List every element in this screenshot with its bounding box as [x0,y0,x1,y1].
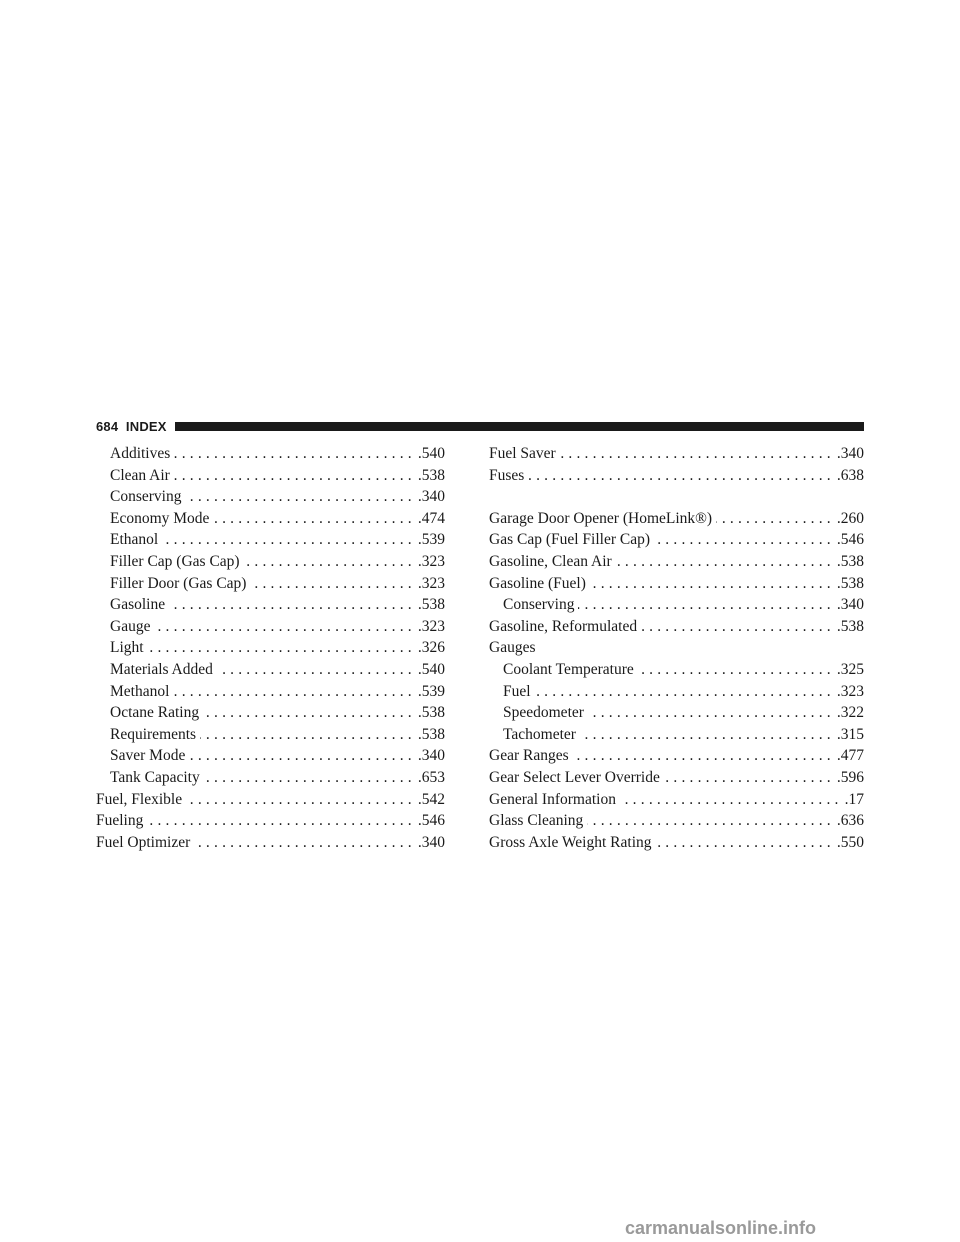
dot-leader [664,767,835,789]
dot-leader [194,832,416,854]
index-entry [96,637,445,659]
index-entry-label: Glass Cleaning [489,812,584,830]
index-entry-page: .538 [836,574,864,592]
dot-leader [173,681,415,703]
index-entry-page: .538 [417,596,445,614]
index-entry-page: .325 [836,660,864,678]
dot-leader [154,616,415,638]
index-spacer [489,486,864,508]
index-heading [489,637,864,659]
index-entry-page: .340 [417,488,445,506]
dot-leader [174,443,416,465]
index-entry-label: Clean Air [110,466,170,484]
dot-leader [587,810,835,832]
index-entry-page: .538 [836,617,864,635]
index-entry-page: .323 [836,682,864,700]
dot-leader [578,594,834,616]
index-entry [96,573,445,595]
index-entry-label: Gasoline, Clean Air [489,552,612,570]
index-entry-label: Tachometer [503,725,576,743]
dot-leader [638,659,835,681]
dot-leader [174,465,416,487]
index-entry-page: .538 [417,725,445,743]
index-entry [489,443,864,465]
index-entry-label: Fueling [96,812,144,830]
index-entry [489,810,864,832]
index-entry-label: Speedometer [503,704,584,722]
index-entry-page: .474 [417,509,445,527]
dot-leader [616,551,835,573]
index-entry [489,573,864,595]
index-entry [489,551,864,573]
index-entry-label: Methanol [110,682,170,700]
index-entry-page: .17 [844,790,864,808]
index-entry-page: .340 [836,445,864,462]
page-header [96,418,864,434]
index-entry-page: .546 [836,531,864,549]
index-entry-page: .326 [417,639,445,657]
index-entry-page: .538 [417,704,445,722]
index-entry [96,810,445,832]
page-header-text [96,419,167,434]
index-entry-page: .538 [836,552,864,570]
index-entry-page: .546 [417,812,445,830]
watermark: carmanualsonline.info [625,1218,817,1238]
index-entry [96,529,445,551]
index-entry [489,616,864,638]
index-entry-label: Coolant Temperature [503,660,634,678]
index-entry-page: .323 [417,552,445,570]
index-entry-page: .539 [417,682,445,700]
page-number: 684 [96,418,119,434]
index-entry-label: Filler Door (Gas Cap) [110,574,247,592]
dot-leader [656,832,835,854]
dot-leader [185,486,415,508]
index-entry-label: Conserving [503,596,575,614]
index-entry-label: Octane Rating [110,704,200,722]
index-entry-label: Fuel Saver [489,445,556,462]
index-entry-label: Fuel [503,682,531,700]
index-entry [489,465,864,487]
index-entry [96,724,445,746]
index-column-left [96,443,445,853]
index-entry-page: .323 [417,617,445,635]
index-entry-page: .542 [417,790,445,808]
dot-leader [147,810,416,832]
dot-leader [186,789,416,811]
index-entry [489,659,864,681]
index-entry-page: .538 [417,466,445,484]
index-entry-label: Economy Mode [110,509,210,527]
dot-leader [244,551,416,573]
index-entry-page: .260 [836,509,864,527]
dot-leader [620,789,843,811]
index-entry [96,767,445,789]
index-column-right [489,443,864,853]
index-entry [96,551,445,573]
index-entry-page: .315 [836,725,864,743]
index-entry [96,508,445,530]
dot-leader [204,767,416,789]
index-entry [489,594,864,616]
index-entry-page: .540 [417,445,445,462]
index-entry [96,681,445,703]
dot-leader [573,745,835,767]
index-entry [96,465,445,487]
index-entry [96,745,445,767]
index-entry [96,659,445,681]
dot-leader [162,529,416,551]
index-entry-label: Additives [110,445,171,462]
index-entry-page: .638 [836,466,864,484]
dot-leader [189,745,416,767]
index-entry [489,724,864,746]
index-entry-label: Conserving [110,488,182,506]
dot-leader [528,465,835,487]
index-entry-page: .539 [417,531,445,549]
index-entry-label: General Information [489,790,616,808]
index-entry-page: .540 [417,660,445,678]
index-entry [96,789,445,811]
index-entry [96,594,445,616]
index-entry [96,443,445,465]
index-entry-label: Gas Cap (Fuel Filler Cap) [489,531,651,549]
index-entry-label: Ethanol [110,531,159,549]
dot-leader [560,443,835,465]
index-entry-label: Fuses [489,466,525,484]
dot-leader [580,724,835,746]
index-entry-page: .340 [417,833,445,851]
dot-leader [203,702,416,724]
dot-leader [590,573,835,595]
index-entry-label: Gear Select Lever Override [489,768,660,786]
index-entry [489,767,864,789]
index-entry-page: .340 [417,747,445,765]
index-entry [489,681,864,703]
index-entry-page: .477 [836,747,864,765]
dot-leader [588,702,835,724]
index-entry-label: Filler Cap (Gas Cap) [110,552,240,570]
index-entry-label: Gear Ranges [489,747,569,765]
index-entry-label: Materials Added [110,660,213,678]
index-entry-page: .596 [836,768,864,786]
dot-leader [641,616,835,638]
index-entry [489,508,864,530]
index-entry-page: .340 [836,596,864,614]
dot-leader [217,659,416,681]
index-entry-label: Gasoline (Fuel) [489,574,586,592]
dot-leader [654,529,835,551]
index-entry-page: .322 [836,704,864,722]
index-entry-label: Fuel, Flexible [96,790,183,808]
index-entry-label: Requirements [110,725,197,743]
index-entry-label: Gauges [489,639,536,657]
index-entry-page: .550 [836,833,864,851]
dot-leader [535,681,835,703]
section-title: INDEX [125,418,167,434]
index-entry [489,789,864,811]
index-entry [489,702,864,724]
index-entry-page: .323 [417,574,445,592]
dot-leader [148,637,416,659]
index-entry-label: Gauge [110,617,151,635]
dot-leader [169,594,416,616]
index-entry [96,702,445,724]
index-entry-label: Gasoline [110,596,166,614]
index-entry-label: Tank Capacity [110,768,200,786]
index-entry-label: Light [110,639,144,657]
index-entry [96,832,445,854]
dot-leader [213,508,415,530]
header-rule [175,422,864,431]
index-entry-page: .636 [836,812,864,830]
dot-leader [200,724,416,746]
index-entry-label: Garage Door Opener (HomeLink®) [489,509,713,527]
index-entry [489,745,864,767]
index-entry [96,486,445,508]
index-entry-label: Gasoline, Reformulated [489,617,638,635]
index-entry-label: Fuel Optimizer [96,833,191,851]
dot-leader [250,573,415,595]
dot-leader [716,508,835,530]
index-entry [489,529,864,551]
index-entry-page: .653 [417,768,445,786]
index-entry [489,832,864,854]
index-entry-label: Gross Axle Weight Rating [489,833,652,851]
index-entry [96,616,445,638]
index-entry-label: Saver Mode [110,747,186,765]
